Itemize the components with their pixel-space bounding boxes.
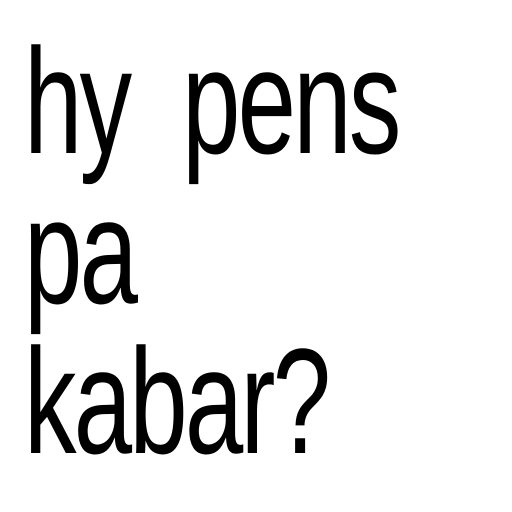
message-line-1: hy pens xyxy=(24,17,399,185)
message-line-3: kabar? xyxy=(24,317,329,485)
message-text xyxy=(24,17,512,485)
message-line-2: pa xyxy=(24,167,136,335)
